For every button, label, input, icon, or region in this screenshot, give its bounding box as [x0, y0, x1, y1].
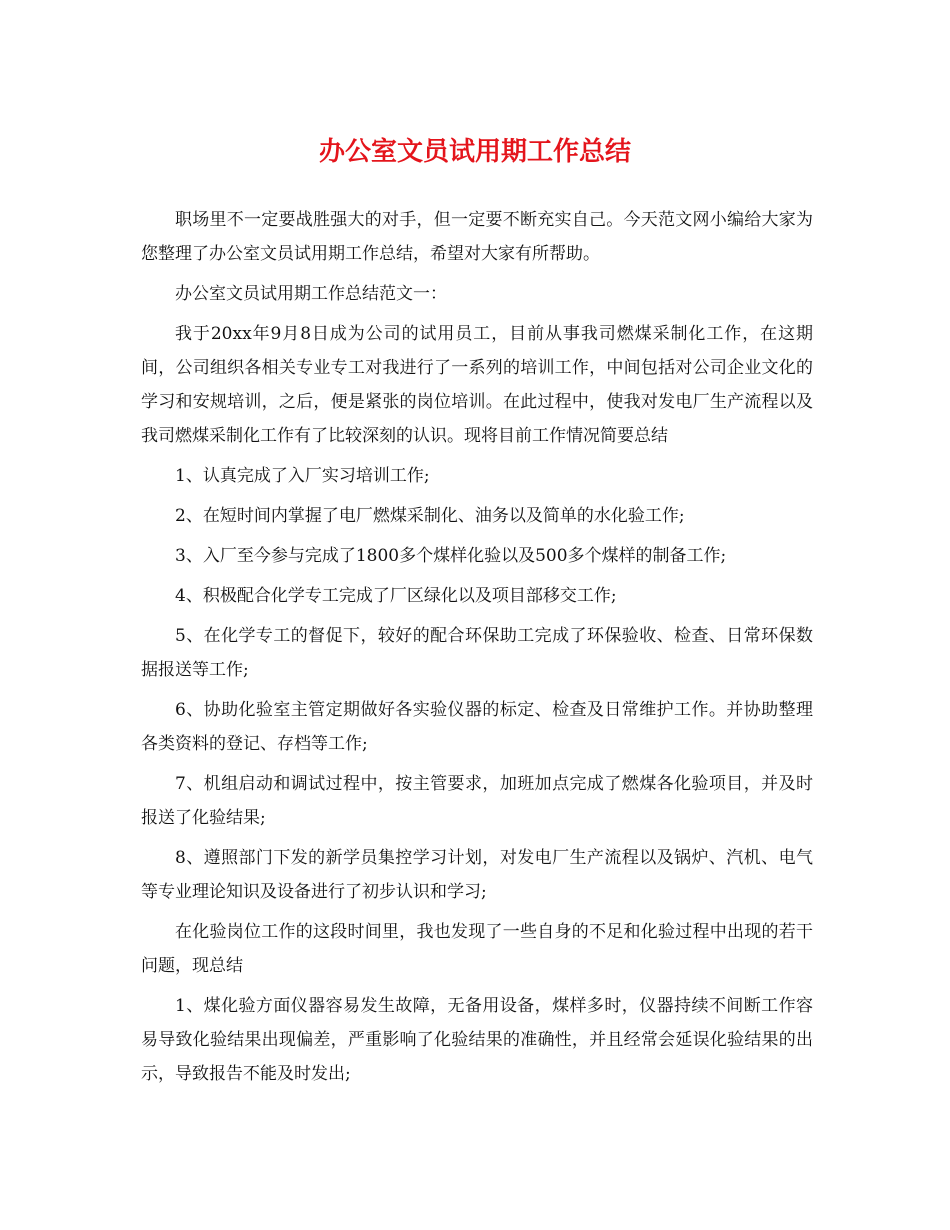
document-body: [141, 203, 813, 1097]
list-item: 3、入厂至今参与完成了1800多个煤样化验以及500多个煤样的制备工作;: [175, 546, 727, 566]
list-item: 2、在短时间内掌握了电厂燃煤采制化、油务以及简单的水化验工作;: [175, 506, 685, 526]
list-item: 1、认真完成了入厂实习培训工作;: [175, 466, 430, 486]
list-item: 1、煤化验方面仪器容易发生故障，无备用设备，煤样多时，仪器持续不间断工作容易导致化验结果出现偏差，严重影响了化验结果的准确性，并且经常会延误化验结果的出示，导致报告不能及时发出;: [141, 996, 813, 1084]
list-item: 4、积极配合化学专工完成了厂区绿化以及项目部移交工作;: [175, 586, 617, 606]
paragraph-sample-heading: 办公室文员试用期工作总结范文一：: [175, 284, 447, 304]
list-item: 6、协助化验室主管定期做好各实验仪器的标定、检查及日常维护工作。并协助整理各类资料的登记、存档等工作;: [141, 700, 813, 754]
list-item: 7、机组启动和调试过程中，按主管要求，加班加点完成了燃煤各化验项目，并及时报送了化验结果;: [141, 774, 813, 828]
list-item: 8、遵照部门下发的新学员集控学习计划，对发电厂生产流程以及锅炉、汽机、电气等专业理论知识及设备进行了初步认识和学习;: [141, 848, 813, 902]
paragraph-overview: 我于20xx年9月8日成为公司的试用员工，目前从事我司燃煤采制化工作，在这期间，公司组织各相关专业专工对我进行了一系列的培训工作，中间包括对公司企业文化的学习和安规培训，之后，便是紧张的岗位培训。在此过程中，使我对发电厂生产流程以及我司燃煤采制化工作有了比较深刻的认识。现将目前工作情况简要总结: [141, 324, 813, 446]
document-title: 办公室文员试用期工作总结: [318, 137, 631, 167]
paragraph-problems-intro: 在化验岗位工作的这段时间里，我也发现了一些自身的不足和化验过程中出现的若干问题，现总结: [141, 922, 813, 976]
list-item: 5、在化学专工的督促下，较好的配合环保助工完成了环保验收、检查、日常环保数据报送等工作;: [141, 626, 813, 680]
paragraph-intro: 职场里不一定要战胜强大的对手，但一定要不断充实自己。今天范文网小编给大家为您整理了办公室文员试用期工作总结，希望对大家有所帮助。: [141, 210, 813, 264]
